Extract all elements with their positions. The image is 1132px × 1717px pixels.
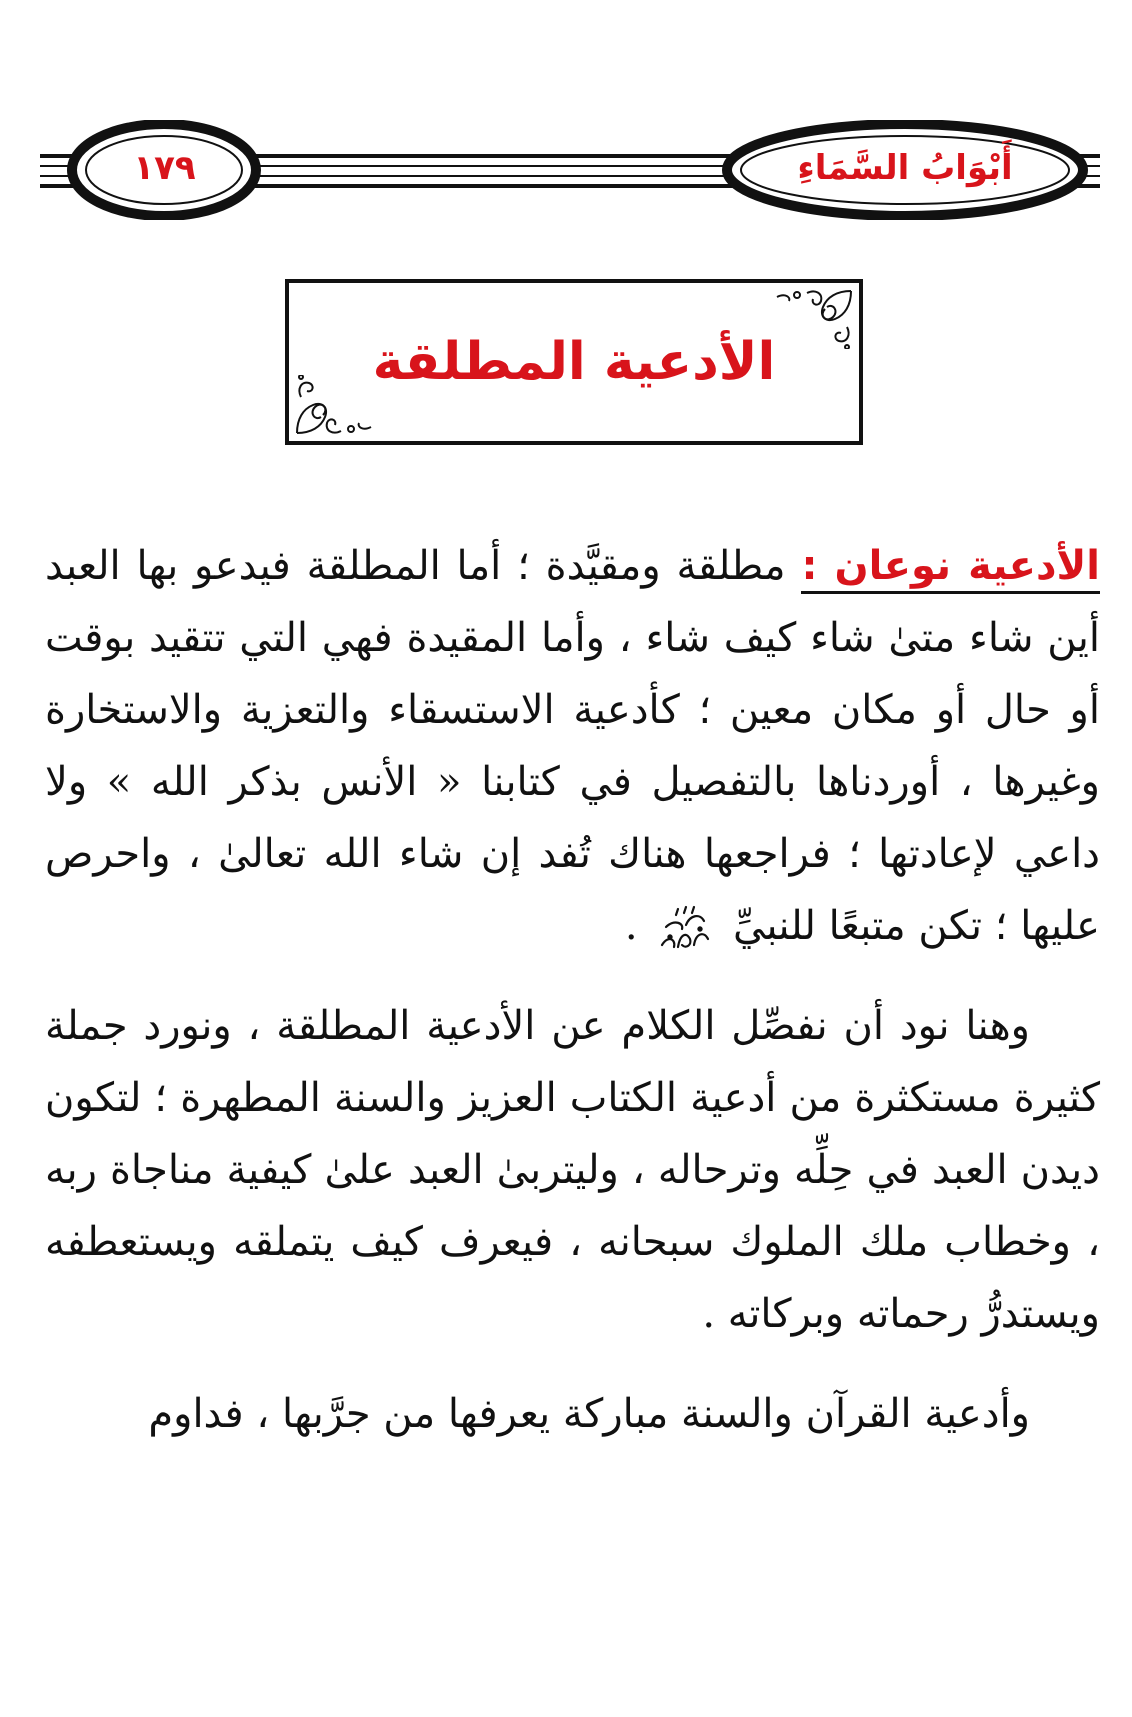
paragraph-3: وأدعية القرآن والسنة مباركة يعرفها من جرَّبها ، فداوم: [148, 1391, 1030, 1437]
book-title: أَبْوَابُ السَّمَاءِ: [797, 148, 1013, 188]
paragraph-1: [45, 530, 1100, 962]
honorific-calligraphy-icon: [656, 905, 714, 953]
page-number: ١٧٩: [133, 148, 196, 188]
paragraph-1-end: .: [624, 903, 638, 949]
body-text: [45, 530, 1100, 1478]
paragraph-1-text: مطلقة ومقيَّدة ؛ أما المطلقة فيدعو بها العبد أين شاء متىٰ شاء كيف شاء ، وأما المقيدة فهي التي تتقيد بوقت أو حال أو مكان معين ؛ كأدعية الاستسقاء والتعزية والاستخارة وغيرها ، أوردناها بالتفصيل في كتابنا « الأنس بذكر الله » ولا داعي لإعادتها ؛ فراجعها هناك تُفد إن شاء الله تعالىٰ ، واحرص عليها ؛ تكن متبعًا للنبيِّ: [45, 543, 1100, 949]
running-header: [40, 120, 1100, 220]
section-title-box: [285, 279, 863, 445]
section-title: الأدعية المطلقة: [372, 332, 776, 392]
paragraph-2: وهنا نود أن نفصِّل الكلام عن الأدعية المطلقة ، ونورد جملة كثيرة مستكثرة من أدعية الكتاب العزيز والسنة المطهرة ؛ لتكون ديدن العبد في حِلِّه وترحاله ، وليتربىٰ العبد علىٰ كيفية مناجاة ربه ، وخطاب ملك الملوك سبحانه ، فيعرف كيف يتملقه ويستعطفه ويستدرُّ رحماته وبركاته .: [45, 1003, 1100, 1337]
paragraph-lead: الأدعية نوعان :: [801, 543, 1100, 594]
